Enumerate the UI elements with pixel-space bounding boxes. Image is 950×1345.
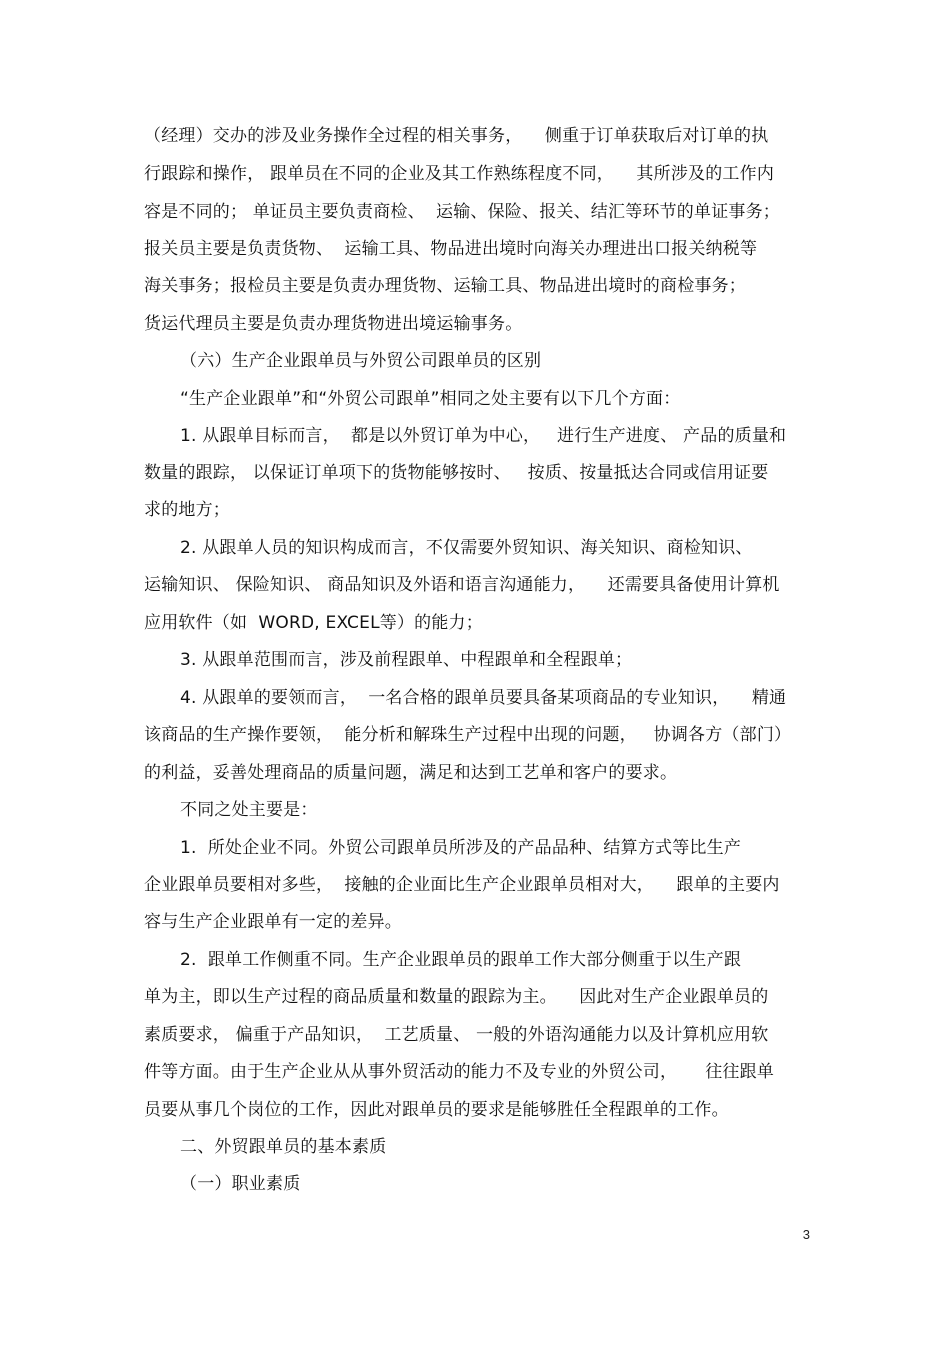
text-line: 行跟踪和操作， 跟单员在不同的企业及其工作熟练程度不同， 其所涉及的工作内 [144,164,775,184]
section-heading: （六）生产企业跟单员与外贸公司跟单员的区别 [180,351,542,371]
text-line: 报关员主要是负责货物、 运输工具、物品进出境时向海关办理进出口报关纳税等 [144,239,758,259]
text-line: 求的地方； [144,500,230,520]
subsection-heading: （一）职业素质 [180,1174,301,1194]
text-line: （经理）交办的涉及业务操作全过程的相关事务， 侧重于订单获取后对订单的执 [144,126,769,146]
text-line: 单为主，即以生产过程的商品质量和数量的跟踪为主。 因此对生产企业跟单员的 [144,987,769,1007]
text-line: 该商品的生产操作要领， 能分析和解珠生产过程中出现的问题， 协调各方（部门） [144,725,792,745]
text-line: 员要从事几个岗位的工作，因此对跟单员的要求是能够胜任全程跟单的工作。 [144,1100,729,1120]
text-line: 的利益，妥善处理商品的质量问题，满足和达到工艺单和客户的要求。 [144,763,678,783]
text-line: 件等方面。由于生产企业从从事外贸活动的能力不及专业的外贸公司， 往往跟单 [144,1062,775,1082]
section-heading: 二、外贸跟单员的基本素质 [180,1137,387,1157]
text-line: 2. 跟单工作侧重不同。生产企业跟单员的跟单工作大部分侧重于以生产跟 [180,950,742,970]
text-line: “生产企业跟单”和“外贸公司跟单”相同之处主要有以下几个方面： [180,389,681,409]
text-line: 应用软件（如 WORD, EXCEL等）的能力； [144,613,483,633]
text-line: 海关事务；报检员主要是负责办理货物、运输工具、物品进出境时的商检事务； [144,276,746,296]
page-number: 3 [802,1227,810,1242]
text-line: 货运代理员主要是负责办理货物进出境运输事务。 [144,314,523,334]
text-line: 数量的跟踪， 以保证订单项下的货物能够按时、 按质、按量抵达合同或信用证要 [144,463,769,483]
text-line: 企业跟单员要相对多些， 接触的企业面比生产企业跟单员相对大， 跟单的主要内 [144,875,780,895]
text-line: 3. 从跟单范围而言，涉及前程跟单、中程跟单和全程跟单； [180,650,633,670]
text-line: 容与生产企业跟单有一定的差异。 [144,912,402,932]
text-line: 1. 从跟单目标而言， 都是以外贸订单为中心， 进行生产进度、 产品的质量和 [180,426,787,446]
text-line: 1. 所处企业不同。外贸公司跟单员所涉及的产品品种、结算方式等比生产 [180,838,742,858]
text-line: 运输知识、 保险知识、 商品知识及外语和语言沟通能力， 还需要具备使用计算机 [144,575,780,595]
text-line: 4. 从跟单的要领而言， 一名合格的跟单员要具备某项商品的专业知识， 精通 [180,688,787,708]
text-line: 素质要求， 偏重于产品知识， 工艺质量、 一般的外语沟通能力以及计算机应用软 [144,1025,769,1045]
text-line: 容是不同的； 单证员主要负责商检、 运输、保险、报关、结汇等环节的单证事务； [144,202,781,222]
text-line: 不同之处主要是： [180,800,318,820]
text-line: 2. 从跟单人员的知识构成而言，不仅需要外贸知识、海关知识、商检知识、 [180,538,753,558]
